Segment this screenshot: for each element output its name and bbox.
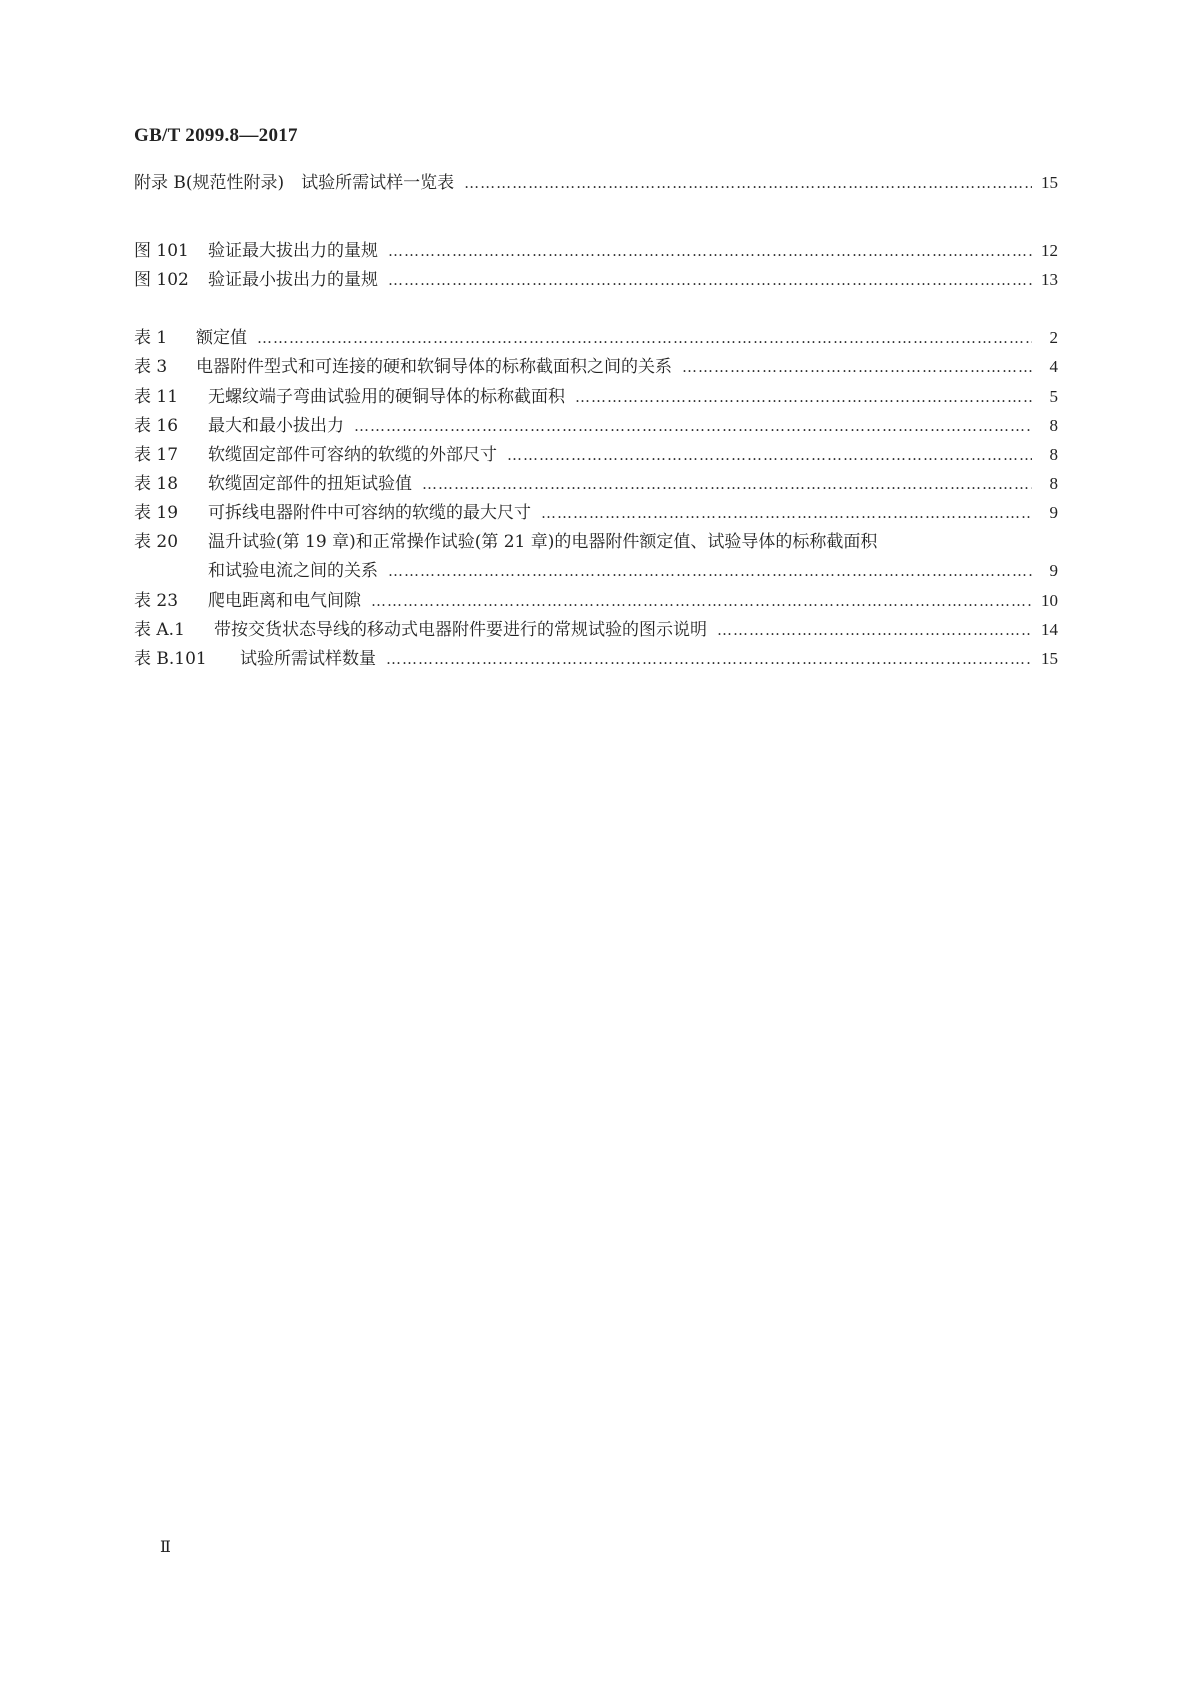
- document-code: GB/T 2099.8—2017: [134, 125, 298, 146]
- toc-entry-title: 带按交货状态导线的移动式电器附件要进行的常规试验的图示说明: [214, 620, 707, 640]
- toc-dot-leader: [388, 242, 1032, 260]
- toc-entry-table-a1[interactable]: [134, 615, 1058, 645]
- toc-entry-title: 最大和最小拔出力: [208, 416, 344, 436]
- toc-entry-label: 表 3: [134, 357, 168, 377]
- toc-entry-title: 软缆固定部件可容纳的软缆的外部尺寸: [208, 445, 497, 465]
- toc-entry-table-23[interactable]: [134, 586, 1058, 616]
- page-number-footer: Ⅱ: [160, 1539, 171, 1556]
- toc-entry-label: 附录 B: [134, 173, 186, 193]
- toc-entry-title: 额定值: [196, 328, 247, 348]
- toc-page-number: 12: [1041, 241, 1058, 260]
- toc-dot-leader: [257, 329, 1032, 347]
- toc-entry-table-3[interactable]: [134, 352, 1058, 382]
- toc-dot-leader: [371, 592, 1032, 610]
- toc-entry-title: 软缆固定部件的扭矩试验值: [208, 474, 412, 494]
- toc-dot-leader: [541, 504, 1032, 522]
- toc-entry-title: 试验所需试样数量: [240, 649, 376, 669]
- toc-dot-leader: [386, 650, 1032, 668]
- toc-entry-title: 温升试验(第 19 章)和正常操作试验(第 21 章)的电器附件额定值、试验导体的标称截面积: [208, 532, 878, 552]
- toc-page-number: 15: [1041, 173, 1058, 192]
- toc-entry-label: 图 101: [134, 241, 189, 261]
- toc-entry-table-17[interactable]: [134, 440, 1058, 470]
- toc-entry-table-19[interactable]: [134, 498, 1058, 528]
- toc-page-number: 2: [1049, 328, 1058, 347]
- toc-entry-label: 表 1: [134, 328, 168, 348]
- toc-dot-leader: [388, 562, 1032, 580]
- toc-page-number: 8: [1049, 416, 1058, 435]
- toc-page-number: 10: [1041, 591, 1058, 610]
- toc-entry-table-20-continuation[interactable]: [208, 556, 1058, 586]
- toc-entry-label: 表 A.1: [134, 620, 185, 640]
- toc-dot-leader: [717, 621, 1032, 639]
- toc-entry-label: 图 102: [134, 270, 189, 290]
- toc-page-number: 13: [1041, 270, 1058, 289]
- toc-entry-title: 电器附件型式和可连接的硬和软铜导体的标称截面积之间的关系: [196, 357, 672, 377]
- toc-page-number: 5: [1049, 387, 1058, 406]
- toc-dot-leader: [682, 358, 1032, 376]
- toc-entry-label: 表 19: [134, 503, 179, 523]
- toc-entry-label: 表 16: [134, 416, 179, 436]
- toc-dot-leader: [422, 475, 1032, 493]
- toc-entry-figure-101[interactable]: [134, 236, 1058, 266]
- toc-entry-title: 验证最大拔出力的量规: [208, 241, 378, 261]
- toc-dot-leader: [388, 271, 1032, 289]
- toc-entry-title-continuation: 和试验电流之间的关系: [208, 561, 378, 581]
- toc-entry-title: 验证最小拔出力的量规: [208, 270, 378, 290]
- toc-entry-label: 表 18: [134, 474, 179, 494]
- toc-entry-table-11[interactable]: [134, 382, 1058, 412]
- toc-entry-table-16[interactable]: [134, 411, 1058, 441]
- toc-page-number: 15: [1041, 649, 1058, 668]
- toc-page-number: 9: [1049, 561, 1058, 580]
- toc-entry-table-1[interactable]: [134, 323, 1058, 353]
- toc-entry-label: 表 23: [134, 591, 179, 611]
- toc-dot-leader: [507, 446, 1032, 464]
- toc-page-number: 9: [1049, 503, 1058, 522]
- toc-entry-table-18[interactable]: [134, 469, 1058, 499]
- toc-entry-title: 无螺纹端子弯曲试验用的硬铜导体的标称截面积: [208, 387, 565, 407]
- toc-entry-label: 表 B.101: [134, 649, 207, 669]
- toc-entry-label: 表 17: [134, 445, 179, 465]
- toc-dot-leader: [354, 417, 1032, 435]
- toc-entry-table-b101[interactable]: [134, 644, 1058, 674]
- toc-dot-leader: [575, 388, 1032, 406]
- toc-page-number: 14: [1041, 620, 1058, 639]
- toc-entry-figure-102[interactable]: [134, 265, 1058, 295]
- toc-entry-annex-b[interactable]: [134, 168, 1058, 198]
- toc-entry-title: 爬电距离和电气间隙: [208, 591, 361, 611]
- toc-entry-label: 表 20: [134, 532, 179, 552]
- toc-entry-label: 表 11: [134, 387, 179, 407]
- toc-page-number: 8: [1049, 445, 1058, 464]
- toc-entry-title: (规范性附录) 试验所需试样一览表: [185, 173, 455, 193]
- toc-entry-table-20[interactable]: [134, 527, 877, 552]
- toc-entry-title: 可拆线电器附件中可容纳的软缆的最大尺寸: [208, 503, 531, 523]
- toc-page-number: 4: [1049, 357, 1058, 376]
- toc-page-number: 8: [1049, 474, 1058, 493]
- toc-dot-leader: [464, 174, 1032, 192]
